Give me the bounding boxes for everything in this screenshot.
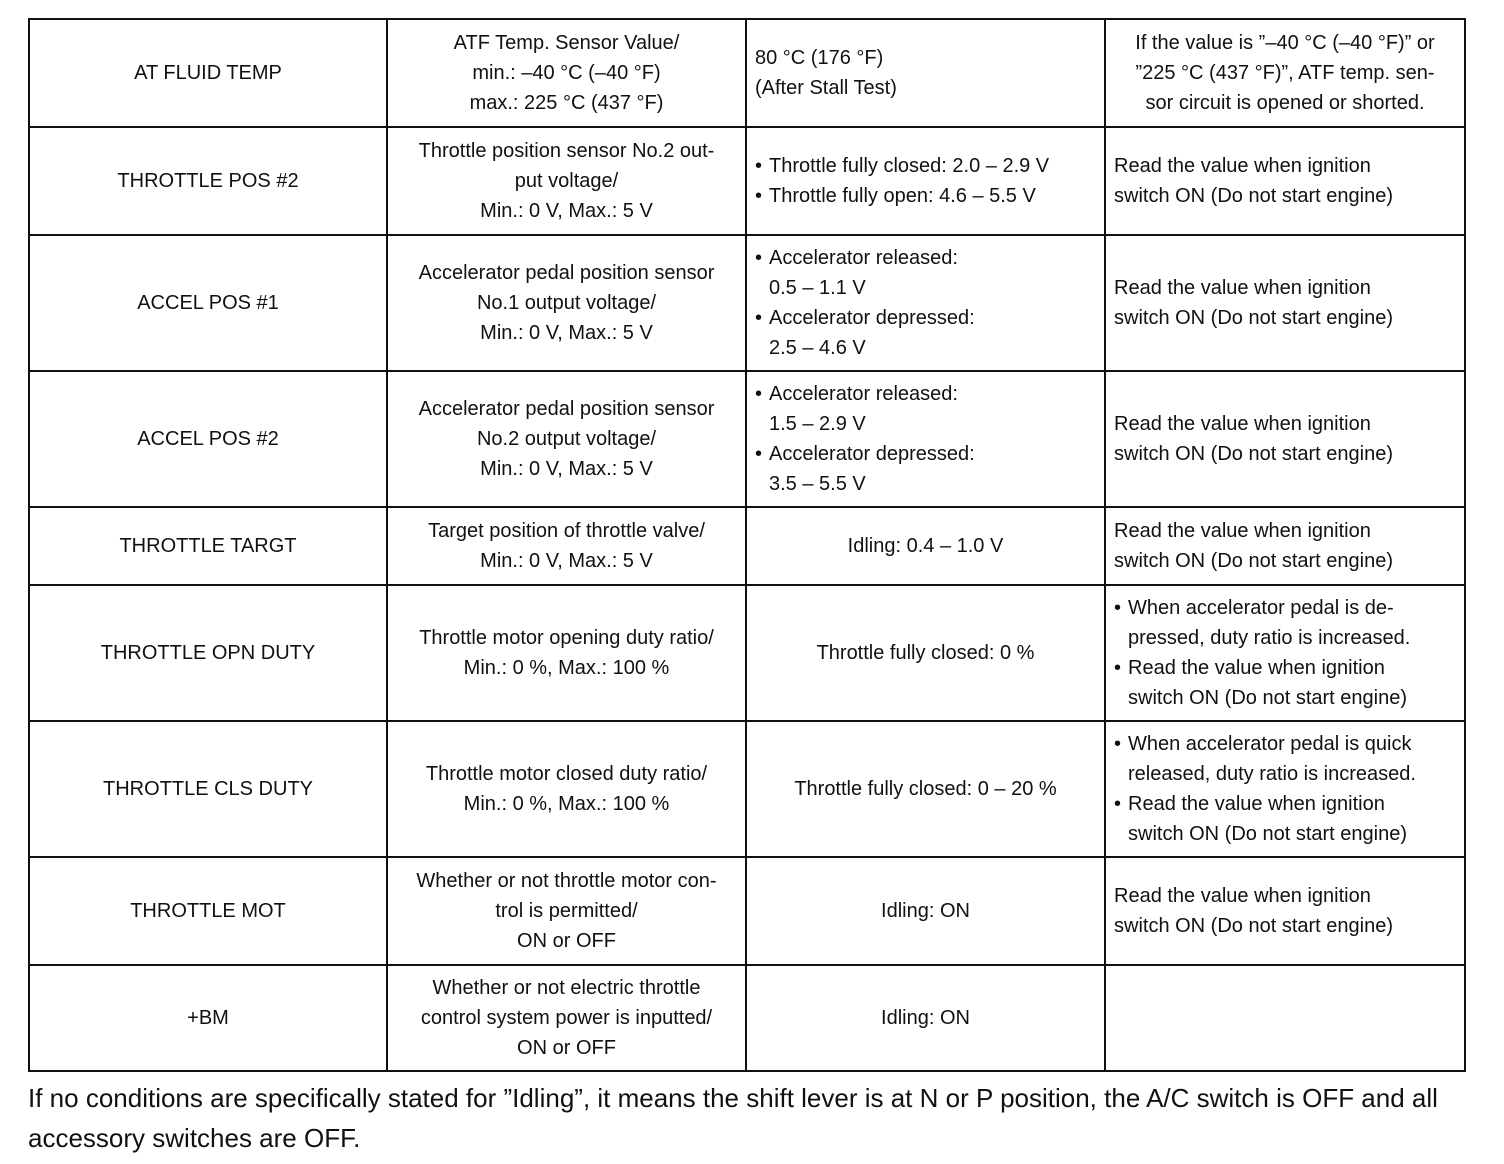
value-line: Idling: ON bbox=[881, 1007, 970, 1029]
value-range: 0.5 – 1.1 V bbox=[769, 277, 866, 299]
desc-line: Throttle position sensor No.2 out- bbox=[418, 140, 715, 162]
value-line: Idling: 0.4 – 1.0 V bbox=[847, 535, 1004, 557]
value-bullet: • Accelerator depressed: bbox=[755, 303, 1096, 333]
remark bbox=[1105, 857, 1465, 965]
data-list-table bbox=[28, 18, 1466, 1072]
desc-line: Accelerator pedal position sensor bbox=[418, 398, 715, 420]
item-name: THROTTLE CLS DUTY bbox=[29, 721, 387, 857]
value-bullet: • Throttle fully closed: 2.0 – 2.9 V bbox=[755, 151, 1096, 181]
value-line: 80 °C (176 °F) bbox=[755, 47, 884, 69]
desc-line: ON or OFF bbox=[517, 930, 616, 952]
desc-line: Min.: 0 V, Max.: 5 V bbox=[480, 458, 653, 480]
item-description bbox=[387, 507, 746, 585]
value-bullet: • Throttle fully open: 4.6 – 5.5 V bbox=[755, 181, 1096, 211]
item-name: ACCEL POS #2 bbox=[29, 371, 387, 507]
note-bullet: • Read the value when ignition bbox=[1114, 789, 1456, 819]
desc-line: ATF Temp. Sensor Value/ bbox=[453, 32, 680, 54]
value-range: 2.5 – 4.6 V bbox=[769, 337, 866, 359]
remark bbox=[1105, 127, 1465, 235]
table-row-throttle-mot bbox=[29, 857, 1465, 965]
item-name: +BM bbox=[29, 965, 387, 1071]
desc-line: Min.: 0 V, Max.: 5 V bbox=[480, 200, 653, 222]
table-row-bm bbox=[29, 965, 1465, 1071]
note-bullet: • When accelerator pedal is de- bbox=[1114, 593, 1456, 623]
value-bullet: • Accelerator released: bbox=[755, 243, 1096, 273]
normal-value bbox=[746, 965, 1105, 1071]
note-line: Read the value when ignition bbox=[1114, 413, 1371, 435]
desc-line: No.2 output voltage/ bbox=[476, 428, 656, 450]
table-row-throttle-targt bbox=[29, 507, 1465, 585]
value-bullet: • Accelerator released: bbox=[755, 379, 1096, 409]
remark bbox=[1105, 721, 1465, 857]
item-description bbox=[387, 235, 746, 371]
item-name: THROTTLE MOT bbox=[29, 857, 387, 965]
desc-line: No.1 output voltage/ bbox=[476, 292, 656, 314]
note-continuation: pressed, duty ratio is increased. bbox=[1128, 627, 1411, 649]
table-row-accel-pos-2 bbox=[29, 371, 1465, 507]
remark-empty bbox=[1105, 965, 1465, 1071]
document-page bbox=[28, 18, 1464, 1158]
note-continuation: switch ON (Do not start engine) bbox=[1128, 687, 1407, 709]
normal-value bbox=[746, 235, 1105, 371]
note-line: sor circuit is opened or shorted. bbox=[1145, 92, 1425, 114]
item-name: THROTTLE POS #2 bbox=[29, 127, 387, 235]
value-range: 1.5 – 2.9 V bbox=[769, 413, 866, 435]
table-row-throttle-opn-duty bbox=[29, 585, 1465, 721]
normal-value bbox=[746, 507, 1105, 585]
item-description bbox=[387, 965, 746, 1071]
value-line: (After Stall Test) bbox=[755, 77, 897, 99]
item-description bbox=[387, 857, 746, 965]
note-line: switch ON (Do not start engine) bbox=[1114, 443, 1393, 465]
note-bullet: • Read the value when ignition bbox=[1114, 653, 1456, 683]
desc-line: control system power is inputted/ bbox=[420, 1007, 713, 1029]
normal-value bbox=[746, 721, 1105, 857]
normal-value bbox=[746, 857, 1105, 965]
note-line: switch ON (Do not start engine) bbox=[1114, 915, 1393, 937]
desc-line: Throttle motor closed duty ratio/ bbox=[425, 763, 708, 785]
note-line: switch ON (Do not start engine) bbox=[1114, 550, 1393, 572]
desc-line: trol is permitted/ bbox=[495, 900, 638, 922]
table-row-throttle-pos-2 bbox=[29, 127, 1465, 235]
note-line: Read the value when ignition bbox=[1114, 885, 1371, 907]
value-line: Throttle fully closed: 0 – 20 % bbox=[794, 778, 1057, 800]
item-name: ACCEL POS #1 bbox=[29, 235, 387, 371]
table-row-at-fluid-temp bbox=[29, 19, 1465, 127]
normal-value bbox=[746, 585, 1105, 721]
value-bullet: • Accelerator depressed: bbox=[755, 439, 1096, 469]
normal-value bbox=[746, 19, 1105, 127]
note-line: Read the value when ignition bbox=[1114, 520, 1371, 542]
desc-line: Min.: 0 V, Max.: 5 V bbox=[480, 550, 653, 572]
value-line: Throttle fully closed: 0 % bbox=[816, 642, 1035, 664]
note-line: switch ON (Do not start engine) bbox=[1114, 307, 1393, 329]
item-description bbox=[387, 371, 746, 507]
desc-line: Target position of throttle valve/ bbox=[428, 520, 705, 542]
value-line: Idling: ON bbox=[881, 900, 970, 922]
footnote: If no conditions are specifically stated for ”Idling”, it means the shift lever is at N or P position, the A/C switch is OFF and all accessory switches are OFF. bbox=[28, 1083, 1438, 1153]
desc-line: Min.: 0 %, Max.: 100 % bbox=[463, 793, 670, 815]
desc-line: ON or OFF bbox=[517, 1037, 616, 1059]
table-row-accel-pos-1 bbox=[29, 235, 1465, 371]
item-description bbox=[387, 585, 746, 721]
item-description bbox=[387, 721, 746, 857]
item-name: THROTTLE OPN DUTY bbox=[29, 585, 387, 721]
remark bbox=[1105, 585, 1465, 721]
remark bbox=[1105, 507, 1465, 585]
note-line: ”225 °C (437 °F)”, ATF temp. sen- bbox=[1135, 62, 1435, 84]
desc-line: Throttle motor opening duty ratio/ bbox=[419, 627, 714, 649]
desc-line: Min.: 0 %, Max.: 100 % bbox=[463, 657, 670, 679]
item-description bbox=[387, 19, 746, 127]
note-line: If the value is ”–40 °C (–40 °F)” or bbox=[1135, 32, 1435, 54]
note-bullet: • When accelerator pedal is quick bbox=[1114, 729, 1456, 759]
item-name: THROTTLE TARGT bbox=[29, 507, 387, 585]
table-row-throttle-cls-duty bbox=[29, 721, 1465, 857]
desc-line: max.: 225 °C (437 °F) bbox=[469, 92, 664, 114]
normal-value bbox=[746, 127, 1105, 235]
remark bbox=[1105, 19, 1465, 127]
desc-line: Min.: 0 V, Max.: 5 V bbox=[480, 322, 653, 344]
item-description bbox=[387, 127, 746, 235]
desc-line: Accelerator pedal position sensor bbox=[418, 262, 715, 284]
remark bbox=[1105, 235, 1465, 371]
desc-line: Whether or not electric throttle bbox=[432, 977, 701, 999]
desc-line: min.: –40 °C (–40 °F) bbox=[472, 62, 661, 84]
note-continuation: released, duty ratio is increased. bbox=[1128, 763, 1416, 785]
normal-value bbox=[746, 371, 1105, 507]
value-range: 3.5 – 5.5 V bbox=[769, 473, 866, 495]
note-line: Read the value when ignition bbox=[1114, 277, 1371, 299]
remark bbox=[1105, 371, 1465, 507]
note-line: Read the value when ignition bbox=[1114, 155, 1371, 177]
note-line: switch ON (Do not start engine) bbox=[1114, 185, 1393, 207]
item-name: AT FLUID TEMP bbox=[29, 19, 387, 127]
desc-line: put voltage/ bbox=[514, 170, 619, 192]
note-continuation: switch ON (Do not start engine) bbox=[1128, 823, 1407, 845]
desc-line: Whether or not throttle motor con- bbox=[416, 870, 717, 892]
